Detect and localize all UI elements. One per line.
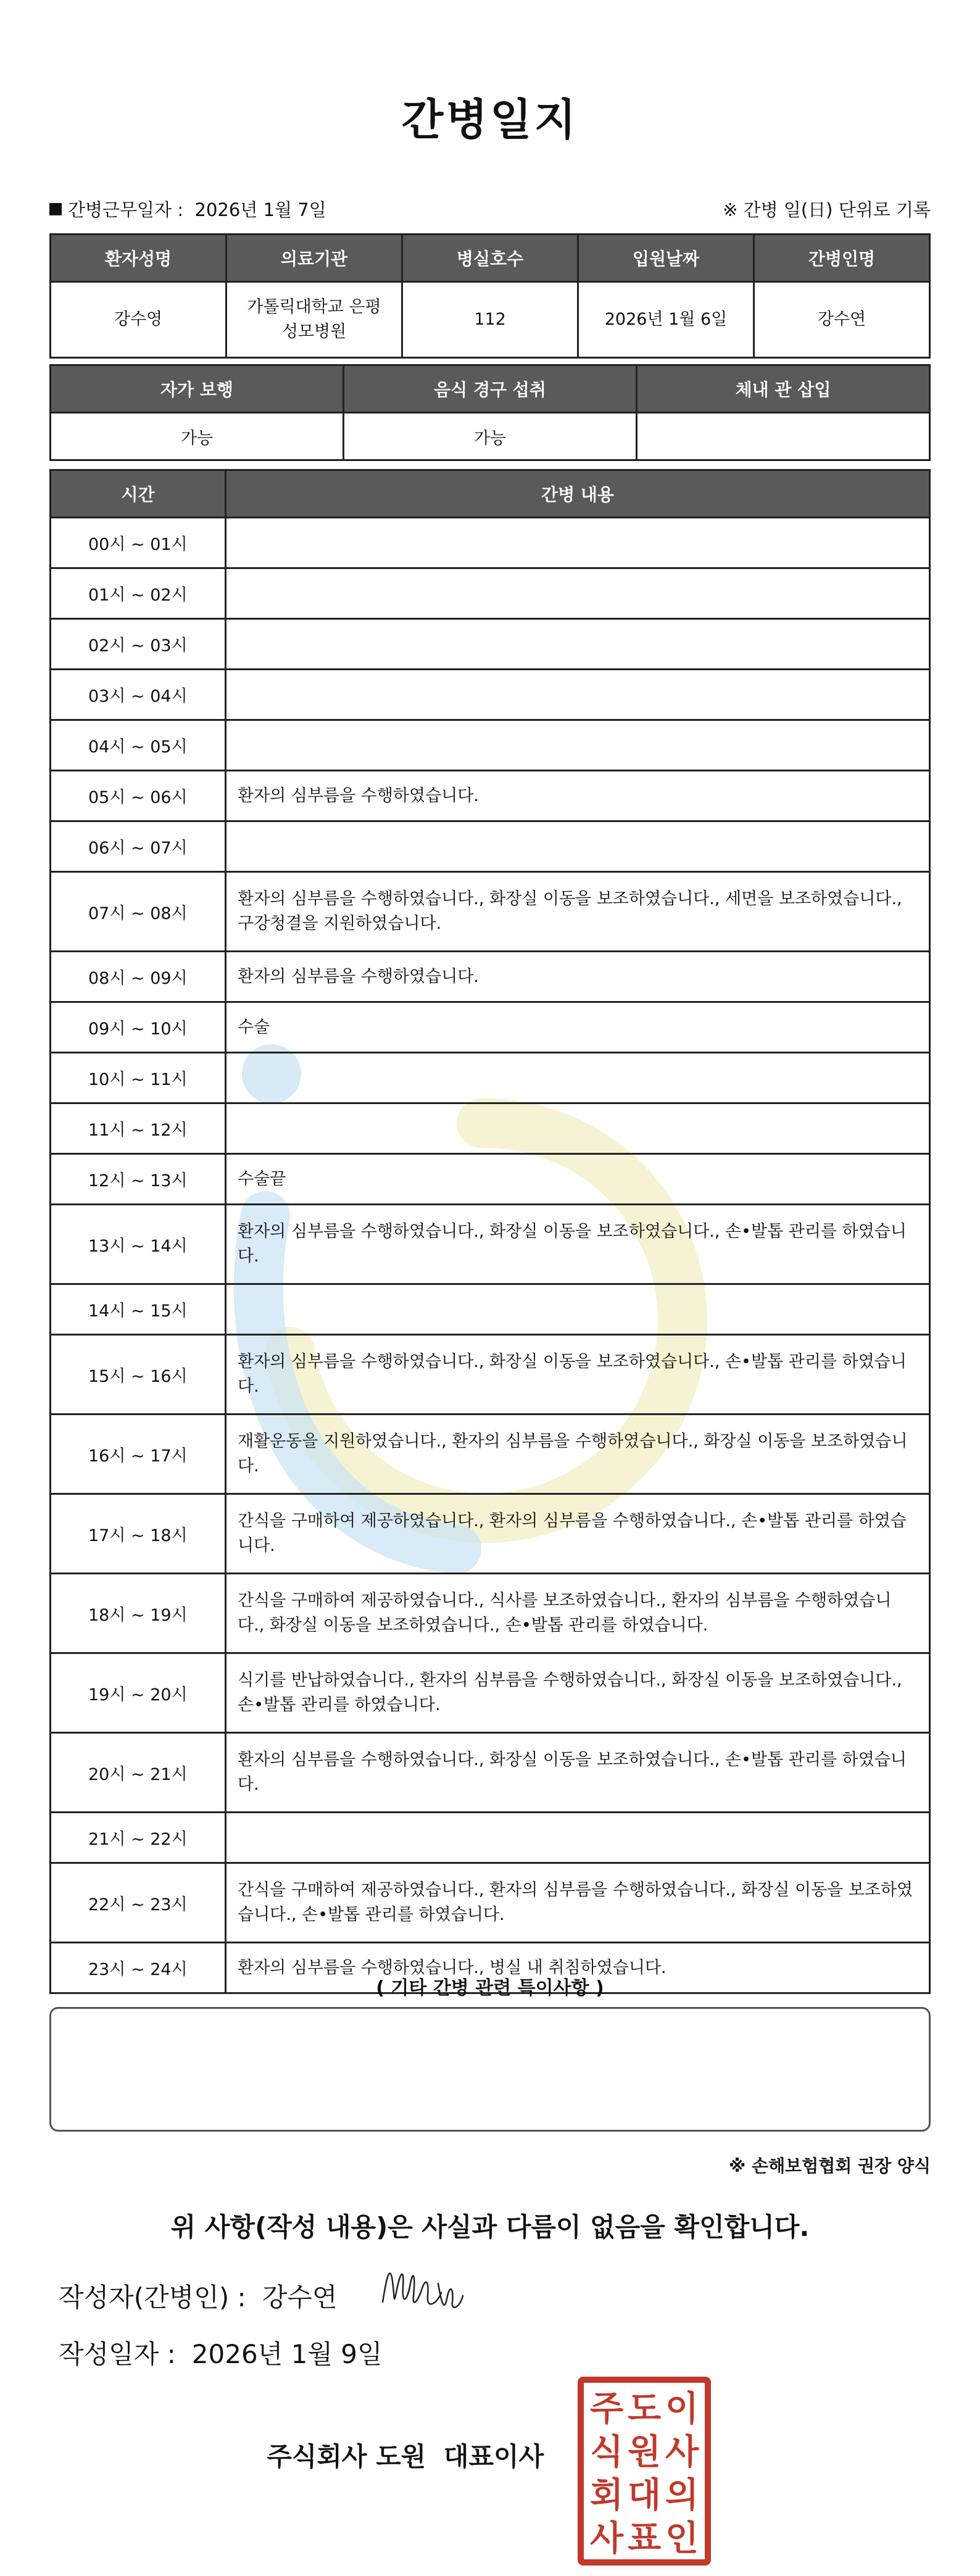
table-row (51, 568, 930, 619)
room-number: 112 (402, 282, 578, 358)
seal-char: 이 (665, 2389, 699, 2429)
care-content (226, 720, 930, 771)
time-slot: 01시 ~ 02시 (51, 568, 226, 619)
square-bullet-icon (49, 203, 62, 215)
care-content: 환자의 심부름을 수행하였습니다., 병실 내 취침하였습니다. (226, 1943, 930, 1993)
time-slot: 09시 ~ 10시 (51, 1002, 226, 1053)
written-date-line (59, 2334, 383, 2371)
time-slot: 22시 ~ 23시 (51, 1863, 226, 1943)
care-content (226, 518, 930, 568)
care-content: 환자의 심부름을 수행하였습니다. (226, 771, 930, 821)
recommended-form-note: ※ 손해보험협회 권장 양식 (729, 2156, 931, 2176)
table-row (51, 518, 930, 568)
care-content: 간식을 구매하여 제공하였습니다., 환자의 심부름을 수행하였습니다., 손•발톱 관리를 하였습니다. (226, 1494, 930, 1574)
header-caregiver-name: 간병인명 (754, 235, 930, 282)
care-content: 수술 (226, 1002, 930, 1053)
work-date: 간병근무일자 : 2026년 1월 7일 (49, 196, 326, 222)
time-slot: 20시 ~ 21시 (51, 1733, 226, 1813)
company-title: 대표이사 (443, 2441, 544, 2472)
page-title: 간병일지 (401, 94, 579, 145)
log-header-row (51, 470, 930, 518)
seal-char: 식 (589, 2432, 624, 2472)
care-content (226, 568, 930, 619)
time-slot: 15시 ~ 16시 (51, 1335, 226, 1415)
time-slot: 10시 ~ 11시 (51, 1053, 226, 1103)
care-content: 환자의 심부름을 수행하였습니다., 화장실 이동을 보조하였습니다., 세면을 보조하였습니다., 구강청결을 지원하였습니다. (226, 872, 930, 952)
writer-label: 작성자(간병인) : (59, 2282, 246, 2312)
info-header-row (51, 235, 930, 282)
time-slot: 05시 ~ 06시 (51, 771, 226, 821)
table-row (51, 1494, 930, 1574)
table-row (51, 952, 930, 1002)
seal-char: 주 (589, 2389, 624, 2429)
company-name: 주식회사 도원 (267, 2441, 426, 2472)
admission-date: 2026년 1월 6일 (578, 282, 754, 358)
time-slot: 21시 ~ 22시 (51, 1813, 226, 1863)
header-hospital: 의료기관 (226, 235, 402, 282)
time-slot: 18시 ~ 19시 (51, 1574, 226, 1653)
writer-name: 강수연 (262, 2282, 338, 2312)
table-row (51, 1284, 930, 1335)
header-tube-insertion: 체내 관 삽입 (637, 365, 930, 413)
header-oral-intake: 음식 경구 섭취 (344, 365, 637, 413)
care-content: 환자의 심부름을 수행하였습니다., 화장실 이동을 보조하였습니다., 손•발톱 관리를 하였습니다. (226, 1335, 930, 1415)
seal-char: 사 (589, 2519, 624, 2559)
self-walking-value: 가능 (51, 413, 344, 460)
table-row (51, 1574, 930, 1653)
care-content: 환자의 심부름을 수행하였습니다., 화장실 이동을 보조하였습니다., 손•발톱 관리를 하였습니다. (226, 1733, 930, 1813)
table-row (51, 821, 930, 872)
care-content: 식기를 반납하였습니다., 환자의 심부름을 수행하였습니다., 화장실 이동을 보조하였습니다., 손•발톱 관리를 하였습니다. (226, 1653, 930, 1733)
time-slot: 02시 ~ 03시 (51, 619, 226, 670)
header-room-number: 병실호수 (402, 235, 578, 282)
time-slot: 00시 ~ 01시 (51, 518, 226, 568)
table-row (51, 1103, 930, 1154)
hourly-care-log-table (49, 469, 931, 1994)
work-date-value: 2026년 1월 7일 (194, 199, 326, 220)
seal-char: 인 (665, 2519, 699, 2559)
written-date-value: 2026년 1월 9일 (191, 2339, 383, 2369)
seal-char: 원 (627, 2432, 662, 2472)
header-self-walking: 자가 보행 (51, 365, 344, 413)
company-signature-line (0, 2437, 980, 2474)
care-header-row (51, 365, 930, 413)
seal-char: 의 (665, 2475, 699, 2516)
table-row (51, 1863, 930, 1943)
seal-char: 사 (665, 2432, 699, 2472)
care-value-row (51, 413, 930, 460)
time-slot: 17시 ~ 18시 (51, 1494, 226, 1574)
seal-char: 도 (627, 2389, 662, 2429)
table-row (51, 619, 930, 670)
table-row (51, 1205, 930, 1284)
special-notes-title: ( 기타 간병 관련 특이사항 ) (376, 1977, 604, 1999)
table-row (51, 1653, 930, 1733)
time-slot: 11시 ~ 12시 (51, 1103, 226, 1154)
table-row (51, 771, 930, 821)
hospital-name: 가톨릭대학교 은평 성모병원 (226, 282, 402, 358)
time-slot: 14시 ~ 15시 (51, 1284, 226, 1335)
care-content (226, 670, 930, 720)
patient-name: 강수영 (51, 282, 226, 358)
header-time: 시간 (51, 470, 226, 518)
time-slot: 12시 ~ 13시 (51, 1154, 226, 1205)
header-patient-name: 환자성명 (51, 235, 226, 282)
time-slot: 23시 ~ 24시 (51, 1943, 226, 1993)
time-slot: 07시 ~ 08시 (51, 872, 226, 952)
care-content (226, 1103, 930, 1154)
care-content (226, 821, 930, 872)
care-content: 재활운동을 지원하였습니다., 환자의 심부름을 수행하였습니다., 화장실 이동을 보조하였습니다. (226, 1415, 930, 1494)
care-content (226, 1053, 930, 1103)
table-row (51, 670, 930, 720)
company-seal-stamp (577, 2376, 712, 2566)
time-slot: 19시 ~ 20시 (51, 1653, 226, 1733)
caregiver-name: 강수연 (754, 282, 930, 358)
table-row (51, 1002, 930, 1053)
table-row (51, 1813, 930, 1863)
patient-info-table (49, 233, 931, 359)
time-slot: 03시 ~ 04시 (51, 670, 226, 720)
care-content: 환자의 심부름을 수행하였습니다. (226, 952, 930, 1002)
info-value-row (51, 282, 930, 358)
time-slot: 06시 ~ 07시 (51, 821, 226, 872)
writer-line (59, 2277, 337, 2314)
care-content: 수술끝 (226, 1154, 930, 1205)
care-content (226, 1284, 930, 1335)
table-row (51, 1335, 930, 1415)
time-slot: 04시 ~ 05시 (51, 720, 226, 771)
work-date-label: 간병근무일자 (68, 199, 172, 220)
table-row (51, 1053, 930, 1103)
table-row (51, 1415, 930, 1494)
seal-char: 대 (627, 2475, 662, 2516)
confirmation-statement: 위 사항(작성 내용)은 사실과 다름이 없음을 확인합니다. (170, 2212, 810, 2242)
table-row (51, 1733, 930, 1813)
header-admission-date: 입원날짜 (578, 235, 754, 282)
time-slot: 16시 ~ 17시 (51, 1415, 226, 1494)
table-row (51, 1154, 930, 1205)
oral-intake-value: 가능 (344, 413, 637, 460)
written-date-label: 작성일자 : (59, 2339, 176, 2369)
care-content: 환자의 심부름을 수행하였습니다., 화장실 이동을 보조하였습니다., 손•발톱 관리를 하였습니다. (226, 1205, 930, 1284)
record-unit-note: ※ 간병 일(日) 단위로 기록 (723, 199, 931, 220)
table-row (51, 872, 930, 952)
table-row (51, 720, 930, 771)
care-content: 간식을 구매하여 제공하였습니다., 식사를 보조하였습니다., 환자의 심부름을 수행하였습니다., 화장실 이동을 보조하였습니다., 손•발톱 관리를 하였습니다. (226, 1574, 930, 1653)
special-notes-box (49, 2007, 931, 2132)
care-content (226, 619, 930, 670)
time-slot: 13시 ~ 14시 (51, 1205, 226, 1284)
care-status-table (49, 364, 931, 461)
care-content: 간식을 구매하여 제공하였습니다., 환자의 심부름을 수행하였습니다., 화장실 이동을 보조하였습니다., 손•발톱 관리를 하였습니다. (226, 1863, 930, 1943)
handwritten-signature (380, 2259, 472, 2320)
seal-char: 표 (627, 2519, 662, 2559)
care-content (226, 1813, 930, 1863)
tube-insertion-value (637, 413, 930, 460)
time-slot: 08시 ~ 09시 (51, 952, 226, 1002)
header-care-content: 간병 내용 (226, 470, 930, 518)
seal-char: 회 (589, 2475, 624, 2516)
